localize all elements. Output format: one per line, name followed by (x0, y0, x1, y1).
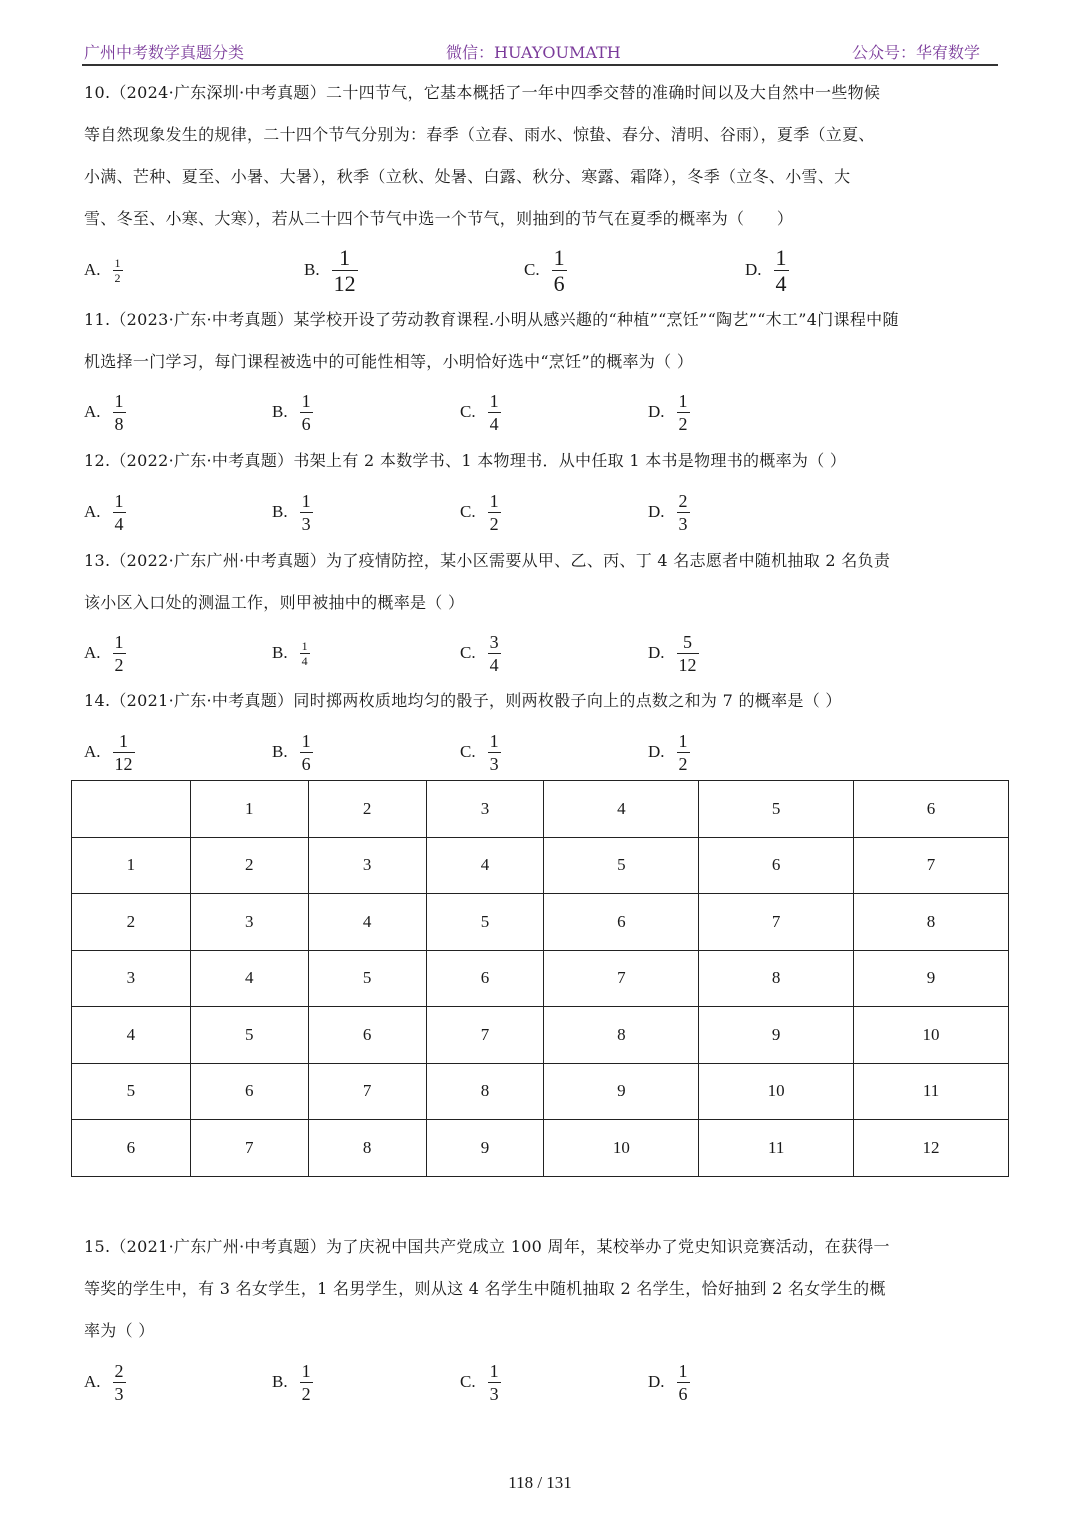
fraction: $\frac{1}{2}$ (114, 631, 124, 675)
question-line: 10.（2024·广东深圳·中考真题）二十四节气，它基本概括了一年中四季交替的准确时间以及大自然中一些物候 (84, 83, 881, 102)
table-cell: 9 (854, 950, 1009, 1007)
table-cell: 6 (72, 1120, 191, 1177)
table-row (72, 894, 1009, 951)
header-account: 公众号：华宥数学 (851, 43, 980, 62)
table-cell: 10 (699, 1063, 854, 1120)
fraction: $\frac{1}{2}$ (489, 490, 499, 534)
table-cell: 12 (854, 1120, 1009, 1177)
fraction: $\frac{1}{2}$ (114, 255, 121, 285)
table-cell: 7 (308, 1063, 426, 1120)
table-header-row (72, 781, 1009, 838)
question-line: 14.（2021·广东·中考真题）同时掷两枚质地均匀的骰子，则两枚骰子向上的点数之和为 7 的概率是（ ） (84, 691, 842, 710)
option-b[interactable]: B. $\frac{1}{2}$ (272, 1360, 311, 1404)
header-title: 广州中考数学真题分类 (84, 43, 245, 62)
table-cell: 2 (190, 837, 308, 894)
table-cell: 6 (854, 781, 1009, 838)
table-row (72, 1063, 1009, 1120)
question-11 (84, 299, 1000, 383)
table-row (72, 1007, 1009, 1064)
fraction: $\frac{1}{3}$ (489, 1360, 499, 1404)
option-a[interactable]: A. $\frac{1}{2}$ (84, 255, 121, 285)
table-cell: 10 (544, 1120, 699, 1177)
table-cell: 3 (308, 837, 426, 894)
table-cell: 9 (544, 1063, 699, 1120)
question-14-options (84, 726, 1000, 778)
table-cell: 3 (426, 781, 544, 838)
question-11-options (84, 386, 1000, 438)
fraction: $\frac{3}{4}$ (489, 631, 499, 675)
question-line: 机选择一门学习，每门课程被选中的可能性相等，小明恰好选中“烹饪”的概率为（ ） (84, 352, 694, 371)
question-line: 该小区入口处的测温工作，则甲被抽中的概率是（ ） (84, 593, 465, 612)
question-line: 率为（ ） (84, 1321, 155, 1340)
table-cell: 7 (426, 1007, 544, 1064)
option-b[interactable]: B. $\frac{1}{3}$ (272, 490, 311, 534)
question-line: 15.（2021·广东广州·中考真题）为了庆祝中国共产党成立 100 周年，某校举办了党史知识竞赛活动，在获得一 (84, 1237, 890, 1256)
option-d[interactable]: D. $\frac{5}{12}$ (648, 631, 697, 675)
table-cell: 2 (72, 894, 191, 951)
table-cell: 6 (308, 1007, 426, 1064)
table-cell: 5 (544, 837, 699, 894)
table-cell: 11 (854, 1063, 1009, 1120)
option-d[interactable]: D. $\frac{1}{2}$ (648, 390, 688, 434)
question-15-options (84, 1356, 1000, 1408)
option-a[interactable]: A. $\frac{1}{4}$ (84, 490, 124, 534)
question-14 (84, 680, 1000, 722)
option-c[interactable]: C. $\frac{1}{6}$ (524, 244, 565, 296)
table-cell: 5 (426, 894, 544, 951)
question-10 (84, 72, 1000, 240)
table-row (72, 950, 1009, 1007)
table-cell: 9 (699, 1007, 854, 1064)
question-line: 小满、芒种、夏至、小暑、大暑），秋季（立秋、处暑、白露、秋分、寒露、霜降），冬季（立冬、小雪、大 (84, 167, 851, 186)
fraction: $\frac{1}{6}$ (678, 1360, 688, 1404)
table-cell: 8 (699, 950, 854, 1007)
option-a[interactable]: A. $\frac{2}{3}$ (84, 1360, 124, 1404)
option-a[interactable]: A. $\frac{1}{8}$ (84, 390, 124, 434)
table-cell: 5 (190, 1007, 308, 1064)
question-line: 13.（2022·广东广州·中考真题）为了疫情防控，某小区需要从甲、乙、丙、丁 4 名志愿者中随机抽取 2 名负责 (84, 551, 891, 570)
header-wechat: 微信：HUAYOUMATH (446, 43, 621, 62)
table-cell: 9 (426, 1120, 544, 1177)
page-number: 118 / 131 (508, 1473, 572, 1492)
option-d[interactable]: D. $\frac{1}{4}$ (745, 244, 787, 296)
option-c[interactable]: C. $\frac{1}{3}$ (460, 1360, 499, 1404)
dice-sum-table (71, 780, 1009, 1177)
question-line: 等奖的学生中，有 3 名女学生，1 名男学生，则从这 4 名学生中随机抽取 2 名学生，恰好抽到 2 名女学生的概 (84, 1279, 886, 1298)
table-cell: 7 (699, 894, 854, 951)
fraction: $\frac{1}{12}$ (333, 244, 356, 296)
table-cell: 8 (544, 1007, 699, 1064)
fraction: $\frac{1}{3}$ (489, 730, 499, 774)
table-cell: 7 (544, 950, 699, 1007)
question-13 (84, 540, 1000, 624)
table-cell: 4 (72, 1007, 191, 1064)
table-cell: 1 (72, 837, 191, 894)
question-12-options (84, 486, 1000, 538)
fraction: $\frac{2}{3}$ (114, 1360, 124, 1404)
fraction: $\frac{1}{6}$ (301, 390, 311, 434)
table-cell: 7 (854, 837, 1009, 894)
option-b[interactable]: B. $\frac{1}{12}$ (304, 244, 356, 296)
table-cell: 8 (854, 894, 1009, 951)
table-cell: 5 (308, 950, 426, 1007)
table-cell: 5 (699, 781, 854, 838)
question-line: 雪、冬至、小寒、大寒），若从二十四个节气中选一个节气，则抽到的节气在夏季的概率为（ ） (84, 209, 794, 228)
question-10-options (84, 244, 1000, 296)
table-cell: 6 (699, 837, 854, 894)
fraction: $\frac{1}{4}$ (775, 244, 787, 296)
question-line: 11.（2023·广东·中考真题）某学校开设了劳动教育课程.小明从感兴趣的“种植”“烹饪”“陶艺”“木工”4门课程中随 (84, 310, 899, 329)
table-cell: 2 (308, 781, 426, 838)
option-b[interactable]: B. $\frac{1}{6}$ (272, 390, 311, 434)
option-b[interactable]: B. $\frac{1}{6}$ (272, 730, 311, 774)
table-cell: 7 (190, 1120, 308, 1177)
table-cell: 6 (426, 950, 544, 1007)
table-cell: 6 (190, 1063, 308, 1120)
table-cell (72, 781, 191, 838)
option-c[interactable]: C. $\frac{3}{4}$ (460, 631, 499, 675)
table-cell: 6 (544, 894, 699, 951)
option-a[interactable]: A. $\frac{1}{2}$ (84, 631, 124, 675)
fraction: $\frac{1}{2}$ (678, 730, 688, 774)
fraction: $\frac{1}{12}$ (114, 730, 133, 774)
question-15 (84, 1226, 1000, 1352)
fraction: $\frac{1}{4}$ (301, 638, 308, 668)
page-header (82, 38, 998, 66)
option-c[interactable]: C. $\frac{1}{3}$ (460, 730, 499, 774)
table-cell: 3 (72, 950, 191, 1007)
table-cell: 3 (190, 894, 308, 951)
fraction: $\frac{1}{8}$ (114, 390, 124, 434)
fraction: $\frac{1}{2}$ (301, 1360, 311, 1404)
fraction: $\frac{1}{6}$ (301, 730, 311, 774)
table-cell: 4 (544, 781, 699, 838)
table-row (72, 1120, 1009, 1177)
fraction: $\frac{1}{4}$ (114, 490, 124, 534)
table-cell: 1 (190, 781, 308, 838)
option-c[interactable]: C. $\frac{1}{2}$ (460, 490, 499, 534)
fraction: $\frac{1}{4}$ (489, 390, 499, 434)
table-cell: 5 (72, 1063, 191, 1120)
option-c[interactable]: C. $\frac{1}{4}$ (460, 390, 499, 434)
question-line: 12.（2022·广东·中考真题）书架上有 2 本数学书、1 本物理书．从中任取 1 本书是物理书的概率为（ ） (84, 451, 847, 470)
table-cell: 4 (190, 950, 308, 1007)
table-row (72, 837, 1009, 894)
fraction: $\frac{1}{2}$ (678, 390, 688, 434)
fraction: $\frac{5}{12}$ (678, 631, 697, 675)
option-d[interactable]: D. $\frac{1}{2}$ (648, 730, 688, 774)
question-12 (84, 440, 1000, 482)
table-cell: 4 (308, 894, 426, 951)
question-line: 等自然现象发生的规律，二十四个节气分别为：春季（立春、雨水、惊蛰、春分、清明、谷雨），夏季（立夏、 (84, 125, 875, 144)
question-13-options (84, 627, 1000, 679)
table-cell: 4 (426, 837, 544, 894)
option-b[interactable]: B. $\frac{1}{4}$ (272, 638, 308, 668)
option-d[interactable]: D. $\frac{1}{6}$ (648, 1360, 688, 1404)
table-cell: 11 (699, 1120, 854, 1177)
table-cell: 8 (308, 1120, 426, 1177)
fraction: $\frac{2}{3}$ (678, 490, 688, 534)
option-a[interactable]: A. $\frac{1}{12}$ (84, 730, 133, 774)
table-cell: 8 (426, 1063, 544, 1120)
fraction: $\frac{1}{6}$ (553, 244, 565, 296)
table-cell: 10 (854, 1007, 1009, 1064)
fraction: $\frac{1}{3}$ (301, 490, 311, 534)
option-d[interactable]: D. $\frac{2}{3}$ (648, 490, 688, 534)
